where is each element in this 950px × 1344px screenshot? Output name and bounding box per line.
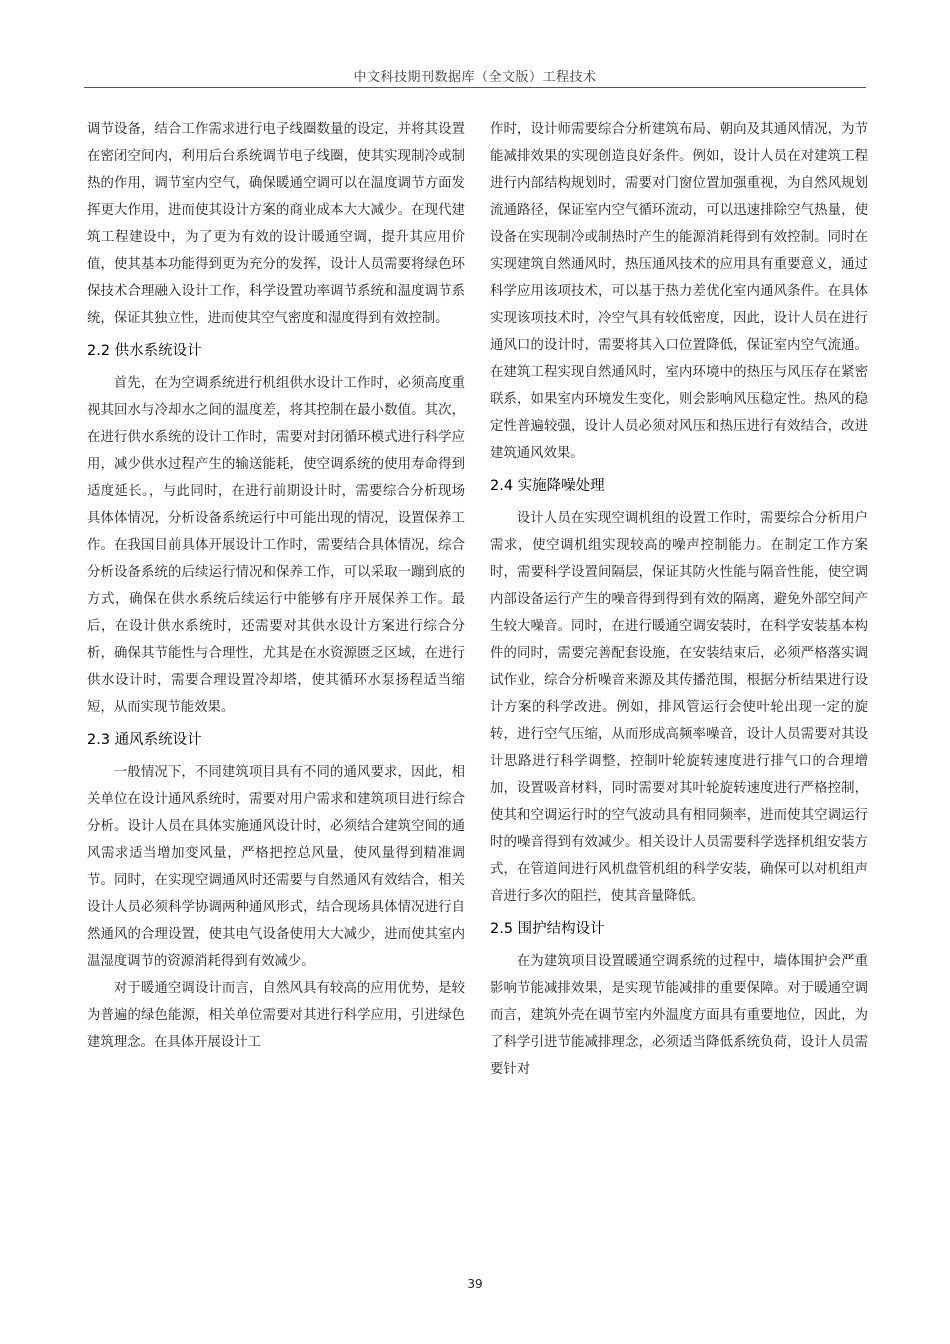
- left-column: [87, 116, 465, 1056]
- page-number: 39: [467, 1277, 483, 1291]
- header-divider: [84, 87, 866, 88]
- paragraph: 设计人员在实现空调机组的设置工作时，需要综合分析用户需求，使空调机组实现较高的噪声控制能力。在制定工作方案时，需要科学设置间隔层，保证其防火性能与隔音性能，使空调内部设备运行产生的噪音得到得到有效的隔离，避免外部空间产生较大噪音。同时，在进行暖通空调安装时，在科学安装基本构件的同时，需要完善配套设施，在安装结束后，必须严格落实调试作业，综合分析噪音来源及其传播范围，根据分析结果进行设计方案的科学改进。例如，排风管运行会使叶轮出现一定的旋转，进行空气压缩，从而形成高频率噪音，设计人员需要对其设计思路进行科学调整，控制叶轮旋转速度进行排气口的合理增加，设置吸音材料，同时需要对其叶轮旋转速度进行严格控制，使其和空调运行时的空气波动具有相同频率，进而使其空调运行时的噪音得到有效减少。相关设计人员需要科学选择机组安装方式，在管道间进行风机盘管机组的科学安装，确保可以对机组声音进行多次的阻拦，使其音量降低。: [490, 511, 868, 904]
- paragraph: 作时，设计师需要综合分析建筑布局、朝向及其通风情况，为节能减排效果的实现创造良好条件。例如，设计人员在对建筑工程进行内部结构规划时，需要对门窗位置加强重视，为自然风规划流通路径，保证室内空气循环流动，可以迅速排除空气热量，使设备在实现制冷或制热时产生的能源消耗得到有效控制。同时在实现建筑自然通风时，热压通风技术的应用具有重要意义，通过科学应用该项技术，可以基于热力差优化室内通风条件。在具体实现该项技术时，冷空气具有较低密度，因此，设计人员在进行通风口的设计时，需要将其入口位置降低，保证室内空气流通。在建筑工程实现自然通风时，室内环境中的热压与风压存在紧密联系，如果室内环境发生变化，则会影响风压稳定性。热风的稳定性普遍较强，设计人员必须对风压和热压进行有效结合，改进建筑通风效果。: [490, 122, 868, 461]
- right-column: [490, 116, 868, 1083]
- paragraph: 调节设备，结合工作需求进行电子线圈数量的设定，并将其设置在密闭空间内，利用后台系统调节电子线圈，使其实现制冷或制热的作用，调节室内空气，确保暖通空调可以在温度调节方面发挥更大作用，进而使其设计方案的商业成本大大减少。在现代建筑工程建设中，为了更为有效的设计暖通空调，提升其应用价值，使其基本功能得到更为充分的发挥，设计人员需要将绿色环保技术合理融入设计工作，科学设置功率调节系统和温度调节系统，保证其独立性，进而使其空气密度和湿度得到有效控制。: [87, 122, 465, 326]
- paragraph: 一般情况下，不同建筑项目具有不同的通风要求，因此，相关单位在设计通风系统时，需要对用户需求和建筑项目进行综合分析。设计人员在具体实施通风设计时，必须结合建筑空间的通风需求适当增加变风量，严格把控总风量，使风量得到精准调节。同时，在实现空调通风时还需要与自然通风有效结合，相关设计人员必须科学协调两种通风形式，结合现场具体情况进行自然通风的合理设置，使其电气设备使用大大减少，进而使其室内温湿度调节的资源消耗得到有效减少。: [87, 765, 465, 969]
- section-heading-2-5: 2.5 围护结构设计: [490, 921, 605, 937]
- paragraph: 在为建筑项目设置暖通空调系统的过程中，墙体围护会严重影响节能减排效果，是实现节能减排的重要保障。对于暖通空调而言，建筑外壳在调节室内外温度方面具有重要地位，因此，为了科学引进节能减排理念，必须适当降低系统负荷，设计人员需要针对: [490, 954, 868, 1077]
- paragraph: 首先，在为空调系统进行机组供水设计工作时，必须高度重视其回水与冷却水之间的温度差，将其控制在最小数值。其次，在进行供水系统的设计工作时，需要对封闭循环模式进行科学应用，减少供水过程产生的输送能耗，使空调系统的使用寿命得到适度延长。，与此同时，在进行前期设计时，需要综合分析现场具体体情况，分析设备系统运行中可能出现的情况，设置保养工作。在我国目前具体开展设计工作时，需要结合具体情况，综合分析设备系统的后续运行情况和保养工作，可以采取一蹦到底的方式，确保在供水系统后续运行中能够有序开展保养工作。最后，在设计供水系统时，还需要对其供水设计方案进行综合分析，确保其节能性与合理性，尤其是在水资源匮乏区域，在进行供水设计时，需要合理设置冷却塔，使其循环水泵扬程适当缩短，从而实现节能效果。: [87, 376, 465, 715]
- section-heading-2-4: 2.4 实施降噪处理: [490, 478, 605, 494]
- section-heading-2-3: 2.3 通风系统设计: [87, 732, 202, 748]
- journal-header: 中文科技期刊数据库（全文版）工程技术: [353, 70, 597, 85]
- paragraph: 对于暖通空调设计而言，自然风具有较高的应用优势，是较为普遍的绿色能源，相关单位需要对其进行科学应用，引进绿色建筑理念。在具体开展设计工: [87, 981, 465, 1050]
- section-heading-2-2: 2.2 供水系统设计: [87, 343, 202, 359]
